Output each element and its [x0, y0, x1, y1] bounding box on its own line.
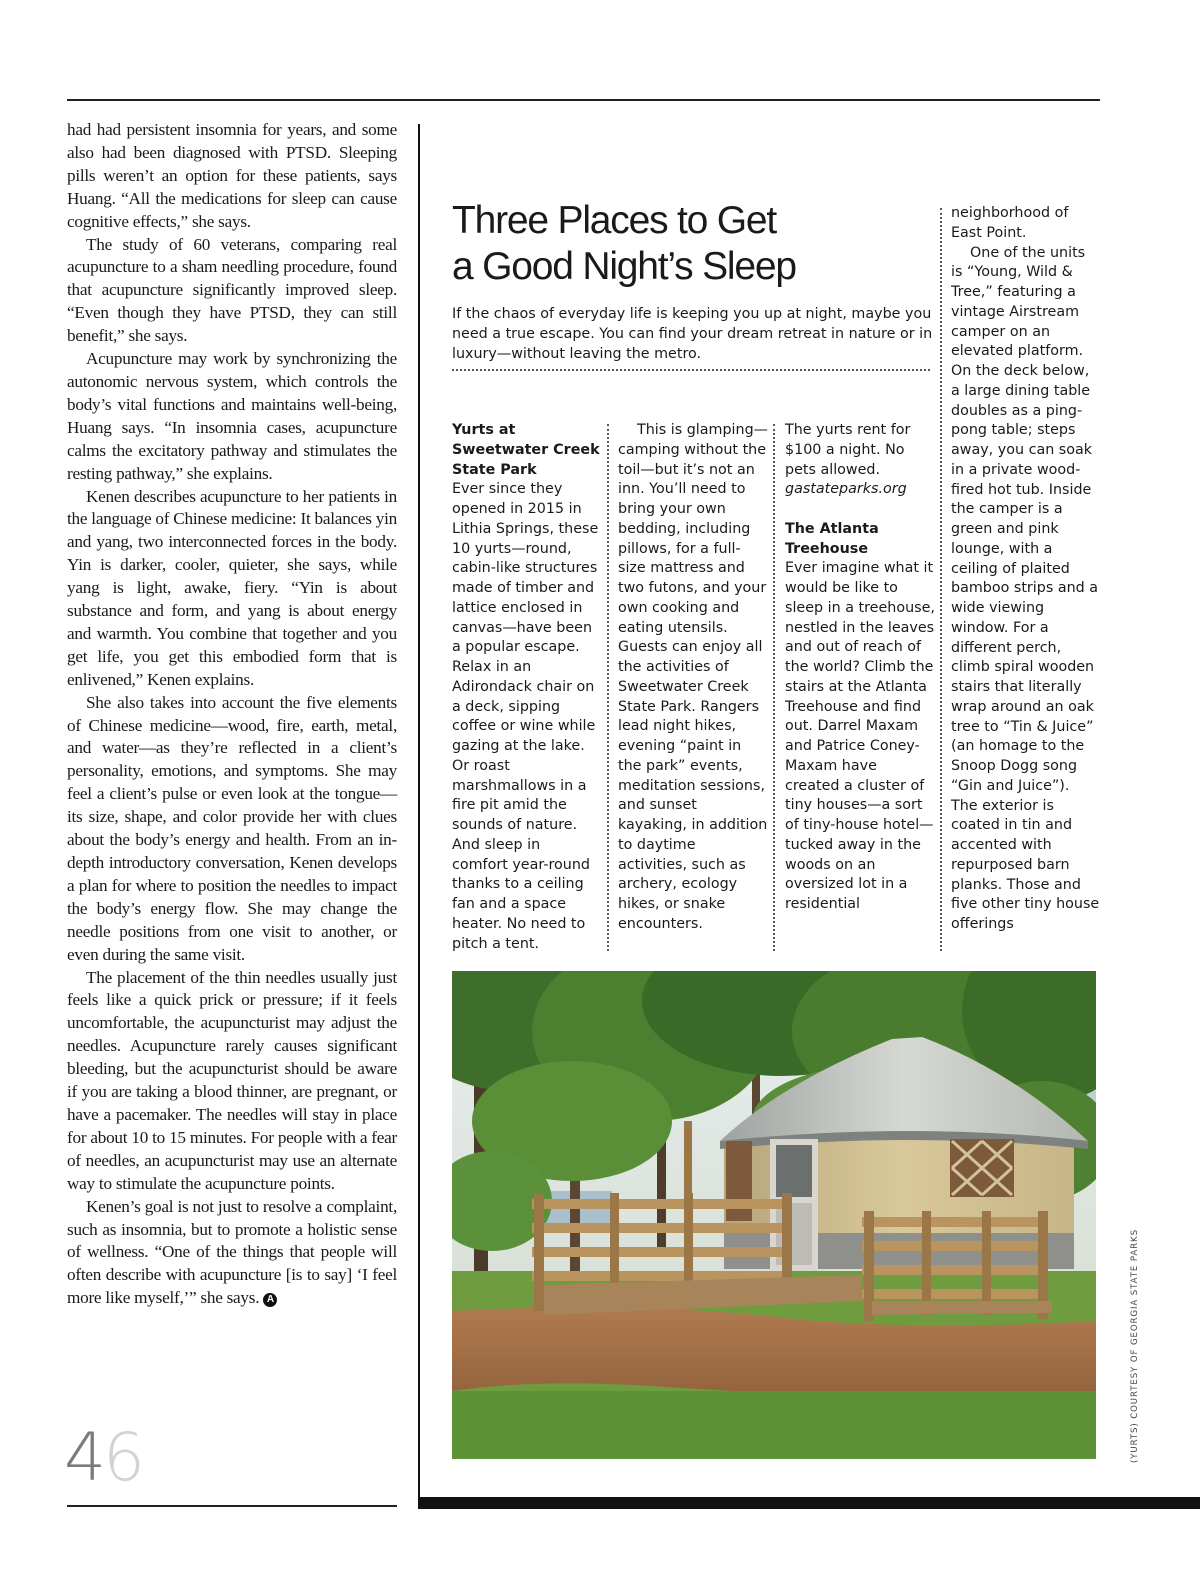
- page-number: [64, 1418, 142, 1498]
- east-point-text: neighborhood of East Point.: [951, 205, 1069, 241]
- gastateparks-link[interactable]: gastateparks.org: [785, 481, 907, 498]
- sidebar-column-1: [452, 421, 600, 954]
- glamping-body: This is glamping—camping without the toil—but it’s not an inn. You’ll need to bring your own bedding, including pillows, for a full-size mattress and two futons, and your own cooking and eating utensils. Guests can enjoy all the activities of Sweetwater Creek State Park. Rangers lead night hikes, evening “paint in the park” events, meditation sessions, and sunset kayaking, in addition to daytime activities, such as archery, ecology hikes, or snake encounters.: [618, 422, 768, 932]
- yurts-price-text: The yurts rent for $100 a night. No pets allowed.: [785, 422, 911, 478]
- sidebar-intro: If the chaos of everyday life is keeping you up at night, maybe you need a true escape. You can find your dream retreat in nature or in luxury—without leaving the metro.: [452, 306, 933, 362]
- article-paragraph: The placement of the thin needles usually just feels like a quick prick or pressure; if it feels uncomfortable, the acupuncturist may adjust the needles. Acupuncture rarely causes significant bleeding, but the acupuncturist should be aware if you are taking a blood thinner, are pregnant, or have a pacemaker. The needles will stay in place for about 10 to 15 minutes. For people with a fear of needles, an acupuncturist may use an alternate way to stimulate the acupuncture points.: [67, 967, 397, 1193]
- yurts-body: Ever since they opened in 2015 in Lithia Springs, these 10 yurts—round, cabin-like structures made of timber and lattice enclosed in canvas—have been a popular escape. Relax in an Adirondack chair on a deck, sipping coffee or wine while gazing at the lake. Or roast marshmallows in a fire pit amid the sounds of nature. And sleep in comfort year-round thanks to a ceiling fan and a space heater. No need to pitch a tent.: [452, 481, 599, 952]
- dotted-column-divider: [940, 208, 942, 951]
- paragraph-gap: [785, 500, 935, 520]
- treehouse-heading: The Atlanta Treehouse: [785, 520, 879, 557]
- main-article-column: [67, 119, 397, 1310]
- sidebar-column-3: [785, 421, 935, 915]
- page-number-trail: 6: [103, 1419, 142, 1496]
- dotted-divider: [452, 369, 930, 371]
- article-paragraph: Kenen describes acupuncture to her patients in the language of Chinese medicine: It balances yin and yang, two interconnected forces in the body. Yin is darker, cooler, quieter, she says, while yang is light, awake, fiery. “Yin is about substance and form, and yang is about energy and warmth. You combine that together and you get life, you get this embodied form that is enlivened,” Kenen explains.: [67, 486, 397, 689]
- top-rule: [67, 99, 1100, 101]
- article-paragraph: had had persistent insomnia for years, and some also had been diagnosed with PTSD. Sleeping pills weren’t an option for these patients, says Huang. “All the medications for sleep can cause cognitive effects,” she says.: [67, 120, 397, 231]
- article-paragraph: The study of 60 veterans, comparing real acupuncture to a sham needling procedure, found that acupuncture significantly improved sleep. “Even though they have PTSD, they can still benefit,” she says.: [67, 234, 397, 346]
- column-divider-rule: [418, 124, 420, 1509]
- end-mark-icon: A: [263, 1293, 277, 1307]
- article-paragraph-last: [67, 1196, 397, 1311]
- headline-line-2: a Good Night’s Sleep: [452, 245, 796, 288]
- photo-credit: (YURTS) COURTESY OF GEORGIA STATE PARKS: [1130, 1229, 1140, 1463]
- sidebar-column-4: [951, 204, 1100, 935]
- sidebar-headline: [452, 198, 932, 290]
- article-paragraph: She also takes into account the five elements of Chinese medicine—wood, fire, earth, metal, and water—as they’re reflected in a client’s personality, emotions, and symptoms. She may feel a client’s pulse or even look at the tongue—its size, shape, and color provide her with clues about the body’s energy and health. From an in-depth introductory conversation, Kenen develops a plan for where to position the needles to impact the body’s energy flow. She may change the needle positions from one visit to another, or even during the same visit.: [67, 692, 397, 964]
- treehouse-body: Ever imagine what it would be like to sleep in a treehouse, nestled in the leaves and out of reach of the world? Climb the stairs at the Atlanta Treehouse and find out. Darrel Maxam and Patrice Coney-Maxam have created a cluster of tiny houses—a sort of tiny-house hotel—tucked away in the woods on an oversized lot in a residential: [785, 560, 935, 912]
- page-number-lead: 4: [64, 1419, 103, 1496]
- article-paragraph: Acupuncture may work by synchronizing the autonomic nervous system, which controls the body’s vital functions and maintains well-being, Huang says. “In insomnia cases, acupuncture calms the excitatory pathway and stimulates the resting pathway,” she explains.: [67, 349, 397, 483]
- headline-line-1: Three Places to Get: [452, 199, 777, 242]
- sidebar-bottom-bar: [418, 1497, 1200, 1509]
- dotted-column-divider: [607, 424, 609, 951]
- bottom-rule: [67, 1505, 397, 1507]
- dotted-column-divider: [773, 424, 775, 951]
- sidebar-column-2: [618, 421, 768, 935]
- article-paragraph-text: Kenen’s goal is not just to resolve a complaint, such as insomnia, but to promote a holistic sense of wellness. “One of the things that people will often describe with acupuncture [is to say] ‘I feel more like myself,’” she says.: [67, 1196, 397, 1308]
- yurt-photo: [452, 971, 1096, 1459]
- treehouse-units-body: One of the units is “Young, Wild & Tree,” featuring a vintage Airstream camper on an elevated platform. On the deck below, a large dining table doubles as a ping-pong table; steps away, you can soak in a private wood-fired hot tub. Inside the camper is a green and pink lounge, with a ceiling of plaited bamboo strips and a wide viewing window. For a different perch, climb spiral wooden stairs that literally wrap around an oak tree to “Tin & Juice” (an homage to the Snoop Dogg song “Gin and Juice”). The exterior is coated in tin and accented with repurposed barn planks. Those and five other tiny house offerings: [951, 244, 1100, 932]
- yurts-heading: Yurts at Sweetwater Creek State Park: [452, 422, 600, 478]
